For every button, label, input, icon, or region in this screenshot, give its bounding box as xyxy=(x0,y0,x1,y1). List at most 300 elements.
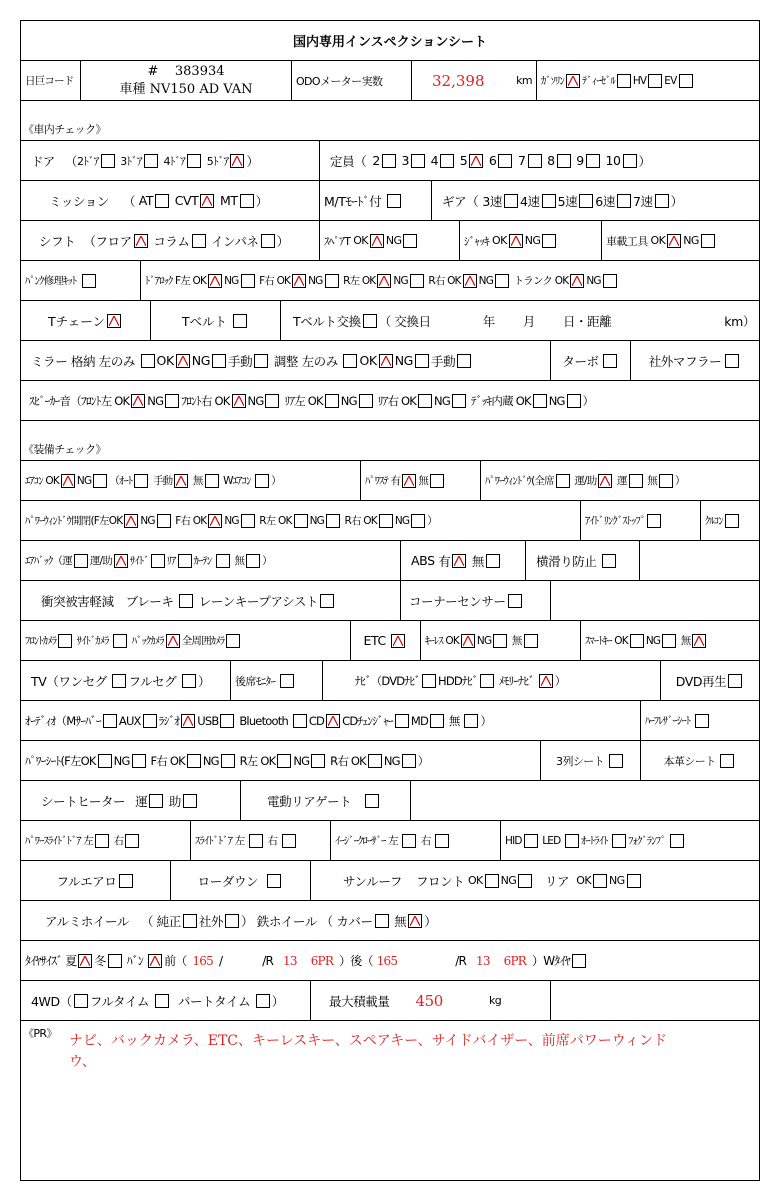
tv-oneseg-checkbox[interactable] xyxy=(112,674,126,688)
ps-seat-close: ） xyxy=(417,753,429,768)
doorlock-fr-label: F右 xyxy=(259,275,275,287)
speaker-fl-ok-checkbox[interactable] xyxy=(131,394,145,408)
tv-cell xyxy=(21,661,231,700)
collision-checkbox[interactable] xyxy=(179,594,193,608)
navi-hdd-checkbox[interactable] xyxy=(480,674,494,688)
speaker-deck-ng-checkbox[interactable] xyxy=(567,394,581,408)
pw-open-fl-ng-checkbox[interactable] xyxy=(157,514,171,528)
airbag-label: ｴｱﾊﾞｯｸ xyxy=(25,555,53,567)
turbo-checkbox[interactable] xyxy=(603,354,617,368)
tchain-checkbox[interactable] xyxy=(107,314,121,328)
ok-label: OK xyxy=(276,274,291,287)
tire-winter-checkbox[interactable] xyxy=(108,954,122,968)
manual-label: 手動 xyxy=(430,353,456,369)
spare-ok-label: OK xyxy=(353,234,368,247)
audio-md-checkbox[interactable] xyxy=(430,714,444,728)
rear-monitor-cell xyxy=(231,661,323,700)
ps-seat-fl-label: F左 xyxy=(64,753,81,768)
tire-summer-checkbox[interactable] xyxy=(78,954,92,968)
mirror-adjust-manual-checkbox[interactable] xyxy=(457,354,471,368)
tv-fullseg-checkbox[interactable] xyxy=(182,674,196,688)
seat-heater-label: シートヒーター xyxy=(41,793,126,809)
mirror-fold-ok-checkbox[interactable] xyxy=(176,354,190,368)
muffler-cell xyxy=(631,341,759,380)
mission-cell xyxy=(21,181,320,220)
camera-back-checkbox[interactable] xyxy=(166,634,180,648)
wheel-cover-checkbox[interactable] xyxy=(375,914,389,928)
audio-cell xyxy=(21,701,641,740)
foglamp-checkbox[interactable] xyxy=(670,834,684,848)
shift-column-checkbox[interactable] xyxy=(192,234,206,248)
power-slide-cell xyxy=(21,821,191,860)
shift-panel-checkbox[interactable] xyxy=(261,234,275,248)
speaker-deck-ok-checkbox[interactable] xyxy=(533,394,547,408)
aircon-none-checkbox[interactable] xyxy=(205,474,219,488)
ng-label: NG xyxy=(247,393,264,408)
tire-w-checkbox[interactable] xyxy=(572,954,586,968)
airbag-curtain-label: ｶｰﾃﾝ xyxy=(193,555,212,567)
sunroof-cell xyxy=(311,861,759,900)
pw-all-checkbox[interactable] xyxy=(556,474,570,488)
ok-label: OK xyxy=(576,874,591,887)
third-row-checkbox[interactable] xyxy=(609,754,623,768)
speaker-deck-label: ﾃﾞｯｷ内蔵 xyxy=(470,393,513,408)
mirror-fold-manual-checkbox[interactable] xyxy=(254,354,268,368)
seat-heater-passenger-label: 助 xyxy=(168,793,181,809)
keyless-none-checkbox[interactable] xyxy=(524,634,538,648)
ok-label: OK xyxy=(515,393,531,408)
audio-mserver-label: Mｻｰﾊﾞｰ xyxy=(66,713,101,728)
keyless-ng-checkbox[interactable] xyxy=(493,634,507,648)
ng-label: NG xyxy=(476,634,492,647)
ok-label: OK xyxy=(467,874,483,887)
ps-seat-fl-ng-checkbox[interactable] xyxy=(132,754,146,768)
door-3-checkbox[interactable] xyxy=(144,154,158,168)
pw-dp-checkbox[interactable] xyxy=(598,474,612,488)
doorlock-rr-ok-checkbox[interactable] xyxy=(463,274,477,288)
jack-ng-checkbox[interactable] xyxy=(542,234,556,248)
gear-opt: 3速 xyxy=(482,193,502,209)
jack-ok-checkbox[interactable] xyxy=(509,234,523,248)
fourwd-part-checkbox[interactable] xyxy=(256,994,270,1008)
etc-checkbox[interactable] xyxy=(391,634,405,648)
navi-cell xyxy=(323,661,661,700)
airbag-curtain-checkbox[interactable] xyxy=(216,554,230,568)
third-row-cell xyxy=(541,741,641,780)
speaker-close: ） xyxy=(582,393,594,408)
speaker-rr-ok-checkbox[interactable] xyxy=(418,394,432,408)
odo-cell xyxy=(412,61,537,100)
airbag-dp-checkbox[interactable] xyxy=(114,554,128,568)
autolight-checkbox[interactable] xyxy=(612,834,626,848)
leather-label: 本革シート xyxy=(663,754,716,768)
speaker-fl-ng-checkbox[interactable] xyxy=(165,394,179,408)
shift-floor-checkbox[interactable] xyxy=(134,234,148,248)
tools-ng-checkbox[interactable] xyxy=(701,234,715,248)
smartkey-ok-checkbox[interactable] xyxy=(630,634,644,648)
sunroof-rear-ok-checkbox[interactable] xyxy=(593,874,607,888)
wheel-aftermarket-checkbox[interactable] xyxy=(225,914,239,928)
smartkey-none-checkbox[interactable] xyxy=(692,634,706,648)
aircon-ok-checkbox[interactable] xyxy=(61,474,75,488)
doorlock-trunk-ok-checkbox[interactable] xyxy=(570,274,584,288)
capacity-opt: 5 xyxy=(459,153,468,168)
navi-dvd-label: DVDﾅﾋﾞ xyxy=(381,673,420,688)
lane-keep-checkbox[interactable] xyxy=(320,594,334,608)
aircon-w-checkbox[interactable] xyxy=(255,474,269,488)
rear-gate-cell xyxy=(241,781,411,820)
mirror-adjust-checkbox[interactable] xyxy=(343,354,357,368)
pw-open-rr-ok-checkbox[interactable] xyxy=(379,514,393,528)
lane-keep-label: レーンキープアシスト xyxy=(198,593,319,609)
audio-radio-checkbox[interactable] xyxy=(181,714,195,728)
sunroof-rear-ng-checkbox[interactable] xyxy=(627,874,641,888)
camera-side-label: ｻｲﾄﾞｶﾒﾗ xyxy=(76,635,109,647)
tire-front-rim: 13 xyxy=(283,953,297,968)
pw-open-fr-ng-checkbox[interactable] xyxy=(241,514,255,528)
gear-checkbox[interactable] xyxy=(655,194,669,208)
tbelt-cell xyxy=(151,301,281,340)
mission-row xyxy=(21,181,759,221)
cruise-checkbox[interactable] xyxy=(725,514,739,528)
third-row-label: 3列シート xyxy=(556,754,605,768)
camera-cell xyxy=(21,621,351,660)
capacity-checkbox[interactable] xyxy=(557,154,571,168)
spare-ng-checkbox[interactable] xyxy=(403,234,417,248)
audio-none-checkbox[interactable] xyxy=(464,714,478,728)
pr-label: 《PR》 xyxy=(23,1027,57,1040)
rear-gate-checkbox[interactable] xyxy=(365,794,379,808)
lowdown-cell xyxy=(171,861,311,900)
audio-mserver-checkbox[interactable] xyxy=(103,714,117,728)
seat-heater-driver-checkbox[interactable] xyxy=(149,794,163,808)
doorlock-fr-ng-checkbox[interactable] xyxy=(325,274,339,288)
fuel-ev-checkbox[interactable] xyxy=(679,74,693,88)
doorlock-rl-ok-checkbox[interactable] xyxy=(377,274,391,288)
half-leather-checkbox[interactable] xyxy=(695,714,709,728)
idling-stop-checkbox[interactable] xyxy=(647,514,661,528)
ng-label: NG xyxy=(478,274,494,287)
pw-driver-checkbox[interactable] xyxy=(629,474,643,488)
smartkey-ng-checkbox[interactable] xyxy=(662,634,676,648)
ps-no-checkbox[interactable] xyxy=(430,474,444,488)
fuel-gasoline-checkbox[interactable] xyxy=(566,74,580,88)
full-aero-checkbox[interactable] xyxy=(119,874,133,888)
gear-checkbox[interactable] xyxy=(542,194,556,208)
speaker-fr-ok-checkbox[interactable] xyxy=(232,394,246,408)
doorlock-rr-label: R右 xyxy=(428,275,445,287)
door-5-checkbox[interactable] xyxy=(230,154,244,168)
doorlock-fl-ng-checkbox[interactable] xyxy=(241,274,255,288)
door-4-checkbox[interactable] xyxy=(187,154,201,168)
doorlock-trunk-ng-checkbox[interactable] xyxy=(603,274,617,288)
mirror-fold-ng-checkbox[interactable] xyxy=(212,354,226,368)
audio-close: ） xyxy=(480,713,492,728)
ps-seat-rr-ok-checkbox[interactable] xyxy=(368,754,382,768)
fourwd-checkbox[interactable] xyxy=(74,994,88,1008)
model-label: 車種 xyxy=(119,81,146,97)
camera-around-checkbox[interactable] xyxy=(226,634,240,648)
ps-seat-fr-ok-checkbox[interactable] xyxy=(187,754,201,768)
doorlock-fl-ok-checkbox[interactable] xyxy=(208,274,222,288)
door-opt-2: 2ﾄﾞｱ xyxy=(76,154,99,168)
speaker-rr-ng-checkbox[interactable] xyxy=(452,394,466,408)
corner-checkbox[interactable] xyxy=(508,594,522,608)
left-label: 左 xyxy=(83,835,94,847)
max-load-value: 450 xyxy=(415,991,443,1010)
power-slide-right-checkbox[interactable] xyxy=(125,834,139,848)
doorlock-rl-ng-checkbox[interactable] xyxy=(410,274,424,288)
ok-label: OK xyxy=(445,634,459,647)
camera-side-checkbox[interactable] xyxy=(113,634,127,648)
gear-checkbox[interactable] xyxy=(504,194,518,208)
dvd-checkbox[interactable] xyxy=(728,674,742,688)
capacity-checkbox[interactable] xyxy=(623,154,637,168)
max-load-unit: kg xyxy=(488,994,502,1007)
code-label: 日巨コード xyxy=(21,61,81,100)
airbag-driver-checkbox[interactable] xyxy=(74,554,88,568)
wheel-cover-none-label: 無 xyxy=(394,913,407,929)
speaker-fr-ng-checkbox[interactable] xyxy=(265,394,279,408)
ng-label: NG xyxy=(202,753,219,768)
fourwd-row xyxy=(21,981,759,1021)
ps-seat-rr-ng-checkbox[interactable] xyxy=(402,754,416,768)
capacity-cell xyxy=(320,141,759,180)
ps-seat-fr-ng-checkbox[interactable] xyxy=(221,754,235,768)
airbag-rear-checkbox[interactable] xyxy=(178,554,192,568)
muffler-checkbox[interactable] xyxy=(725,354,739,368)
abs-no-checkbox[interactable] xyxy=(486,554,500,568)
puncture-label: ﾊﾟﾝｸ修理ｷｯﾄ xyxy=(25,275,77,287)
tools-ng-label: NG xyxy=(683,234,699,247)
wheel-genuine-checkbox[interactable] xyxy=(183,914,197,928)
pw-open-rl-ok-checkbox[interactable] xyxy=(294,514,308,528)
aero-row xyxy=(21,861,759,901)
tbelt-label: Tベルト xyxy=(181,313,228,329)
gear-checkbox[interactable] xyxy=(579,194,593,208)
mission-close: ） xyxy=(255,193,268,209)
fuel-hv-label: HV xyxy=(632,74,647,87)
leather-cell xyxy=(641,741,759,780)
door-opt-5: 5ﾄﾞｱ xyxy=(206,154,229,168)
abs-yes-label: 有 xyxy=(438,553,451,569)
audio-aux-checkbox[interactable] xyxy=(143,714,157,728)
corner-label: コーナーセンサー xyxy=(409,593,506,609)
abs-cell xyxy=(401,541,526,580)
airbag-none-checkbox[interactable] xyxy=(246,554,260,568)
mt-mode-checkbox[interactable] xyxy=(387,194,401,208)
power-slide-left-checkbox[interactable] xyxy=(95,834,109,848)
cruise-cell xyxy=(701,501,759,540)
capacity-5-checkbox[interactable] xyxy=(469,154,483,168)
wheel-cover-close: ） xyxy=(424,913,437,929)
capacity-checkbox[interactable] xyxy=(528,154,542,168)
jack-ok-label: OK xyxy=(492,234,507,247)
easy-left-checkbox[interactable] xyxy=(402,834,416,848)
mt-mode-label: M/Tﾓｰﾄﾞ付 xyxy=(324,193,382,209)
mirror-adjust-ok-checkbox[interactable] xyxy=(379,354,393,368)
tools-ok-label: OK xyxy=(650,234,666,247)
airbag-close: ） xyxy=(262,555,272,567)
pw-open-close: ） xyxy=(427,515,437,527)
navi-hdd-label: HDDﾅﾋﾞ xyxy=(438,673,478,688)
fuel-diesel-label: ﾃﾞｨｰｾﾞﾙ xyxy=(582,75,615,87)
ps-seat-rl-ng-checkbox[interactable] xyxy=(311,754,325,768)
doorlock-trunk-label: トランク xyxy=(513,275,553,287)
ps-seat-rl-ok-checkbox[interactable] xyxy=(277,754,291,768)
sunroof-front-label: フロント xyxy=(415,873,465,889)
tbelt-km-label: km） xyxy=(724,313,755,329)
camera-front-checkbox[interactable] xyxy=(58,634,72,648)
cruise-label: ｸﾙｺﾝ xyxy=(705,515,723,527)
ok-label: OK xyxy=(447,274,461,287)
tools-ok-checkbox[interactable] xyxy=(667,234,681,248)
audio-usb-checkbox[interactable] xyxy=(220,714,234,728)
mission-mt-checkbox[interactable] xyxy=(240,194,254,208)
ng-label: NG xyxy=(191,353,211,368)
mirror-fold-checkbox[interactable] xyxy=(141,354,155,368)
gear-opt: 7速 xyxy=(632,193,653,209)
tools-label: 車載工具 xyxy=(606,234,648,248)
aircon-label: ｴｱｺﾝ xyxy=(25,475,43,487)
mission-cvt-checkbox[interactable] xyxy=(200,194,214,208)
airbag-cell xyxy=(21,541,401,580)
gear-checkbox[interactable] xyxy=(617,194,631,208)
mission-at-checkbox[interactable] xyxy=(155,194,169,208)
audio-cdchanger-checkbox[interactable] xyxy=(395,714,409,728)
pw-open-fr-ok-checkbox[interactable] xyxy=(208,514,222,528)
ng-label: NG xyxy=(645,634,661,647)
airbag-side-checkbox[interactable] xyxy=(151,554,165,568)
capacity-checkbox[interactable] xyxy=(440,154,454,168)
audio-aux-label: AUX xyxy=(118,713,141,728)
sunroof-front-ng-checkbox[interactable] xyxy=(518,874,532,888)
idling-stop-cell xyxy=(581,501,701,540)
hid-checkbox[interactable] xyxy=(524,834,538,848)
pw-open-rr-label: R右 xyxy=(344,515,361,527)
door-close: ） xyxy=(246,153,259,169)
wheel-aftermarket-label: 社外 xyxy=(198,913,224,929)
aircon-ng-checkbox[interactable] xyxy=(93,474,107,488)
smartkey-label: ｽﾏｰﾄｷｰ xyxy=(585,635,612,647)
speaker-fl-label: ﾌﾛﾝﾄ左 xyxy=(80,393,112,408)
tv-fullseg-label: フルセグ xyxy=(128,673,177,689)
wheel-open: （ xyxy=(140,913,154,929)
mission-open: （ xyxy=(123,193,136,209)
audio-bt-checkbox[interactable] xyxy=(293,714,307,728)
turbo-cell xyxy=(551,341,631,380)
lowdown-checkbox[interactable] xyxy=(267,874,281,888)
capacity-opt: 9 xyxy=(576,153,584,168)
easy-closer-cell xyxy=(331,821,501,860)
ng-label: NG xyxy=(224,514,239,527)
audio-cd-checkbox[interactable] xyxy=(326,714,340,728)
mirror-adjust-ng-checkbox[interactable] xyxy=(415,354,429,368)
capacity-opt: 2 xyxy=(372,153,380,168)
tire-rear-rim: 13 xyxy=(475,953,490,968)
easy-right-checkbox[interactable] xyxy=(435,834,449,848)
ok-label: OK xyxy=(260,753,276,768)
ng-label: NG xyxy=(394,514,410,527)
pw-open-rr-ng-checkbox[interactable] xyxy=(411,514,425,528)
pw-open-rl-ng-checkbox[interactable] xyxy=(326,514,340,528)
capacity-checkbox[interactable] xyxy=(411,154,425,168)
rear-monitor-checkbox[interactable] xyxy=(280,674,294,688)
skid-label: 横滑り防止 xyxy=(536,553,597,569)
wheel-row xyxy=(21,901,759,941)
led-checkbox[interactable] xyxy=(565,834,579,848)
capacity-opt: 10 xyxy=(605,153,621,168)
spare-cell xyxy=(320,221,460,260)
mirror-adjust-label: 調整 左のみ xyxy=(273,353,338,369)
slide-left-checkbox[interactable] xyxy=(249,834,263,848)
tbelt-swap-checkbox[interactable] xyxy=(363,314,377,328)
sheet-title: 国内専用インスペクションシート xyxy=(21,21,759,61)
puncture-checkbox[interactable] xyxy=(82,274,96,288)
abs-yes-checkbox[interactable] xyxy=(452,554,466,568)
hid-label: HID xyxy=(505,834,522,847)
fourwd-full-checkbox[interactable] xyxy=(155,994,169,1008)
doorlock-fr-ok-checkbox[interactable] xyxy=(292,274,306,288)
navi-memory-checkbox[interactable] xyxy=(539,674,553,688)
ok-label: OK xyxy=(108,514,123,527)
pw-open-fl-ok-checkbox[interactable] xyxy=(124,514,138,528)
capacity-checkbox[interactable] xyxy=(498,154,512,168)
capacity-close: ） xyxy=(638,153,651,169)
aircon-auto-checkbox[interactable] xyxy=(134,474,148,488)
pw-none-checkbox[interactable] xyxy=(659,474,673,488)
leather-checkbox[interactable] xyxy=(720,754,734,768)
door-2-checkbox[interactable] xyxy=(101,154,115,168)
sunroof-front-ok-checkbox[interactable] xyxy=(485,874,499,888)
doorlock-rr-ng-checkbox[interactable] xyxy=(495,274,509,288)
speaker-rl-ng-checkbox[interactable] xyxy=(359,394,373,408)
capacity-checkbox[interactable] xyxy=(586,154,600,168)
speaker-row xyxy=(21,381,759,421)
fuel-hv-checkbox[interactable] xyxy=(648,74,662,88)
skid-checkbox[interactable] xyxy=(602,554,616,568)
fuel-diesel-checkbox[interactable] xyxy=(617,74,631,88)
aircon-manual-checkbox[interactable] xyxy=(174,474,188,488)
fourwd-close: ） xyxy=(271,993,284,1009)
ps-seat-fl-ok-checkbox[interactable] xyxy=(98,754,112,768)
speaker-rl-ok-checkbox[interactable] xyxy=(325,394,339,408)
spare-ok-checkbox[interactable] xyxy=(370,234,384,248)
left-label: 左 xyxy=(234,835,245,847)
jack-ng-label: NG xyxy=(524,234,541,247)
navi-dvd-checkbox[interactable] xyxy=(422,674,436,688)
shift-panel-label: インパネ xyxy=(211,233,259,249)
slide-door-row xyxy=(21,821,759,861)
slide-right-checkbox[interactable] xyxy=(282,834,296,848)
fourwd-label: 4WD（ xyxy=(31,993,72,1009)
keyless-ok-checkbox[interactable] xyxy=(461,634,475,648)
ok-label: OK xyxy=(401,393,417,408)
speaker-fr-label: ﾌﾛﾝﾄ右 xyxy=(181,393,212,408)
model-value: NV150 AD VAN xyxy=(149,81,253,97)
ps-yes-checkbox[interactable] xyxy=(402,474,416,488)
tbelt-checkbox[interactable] xyxy=(233,314,247,328)
capacity-checkbox[interactable] xyxy=(382,154,396,168)
power-seat-row xyxy=(21,741,759,781)
seat-heater-passenger-checkbox[interactable] xyxy=(183,794,197,808)
wheel-cover-none-checkbox[interactable] xyxy=(408,914,422,928)
inspection-sheet xyxy=(20,20,760,1181)
tbelt-swap-cell xyxy=(281,301,759,340)
tire-van-checkbox[interactable] xyxy=(148,954,162,968)
tire-rear-label: ）後（ xyxy=(339,954,373,968)
capacity-opt: 4 xyxy=(430,153,439,168)
